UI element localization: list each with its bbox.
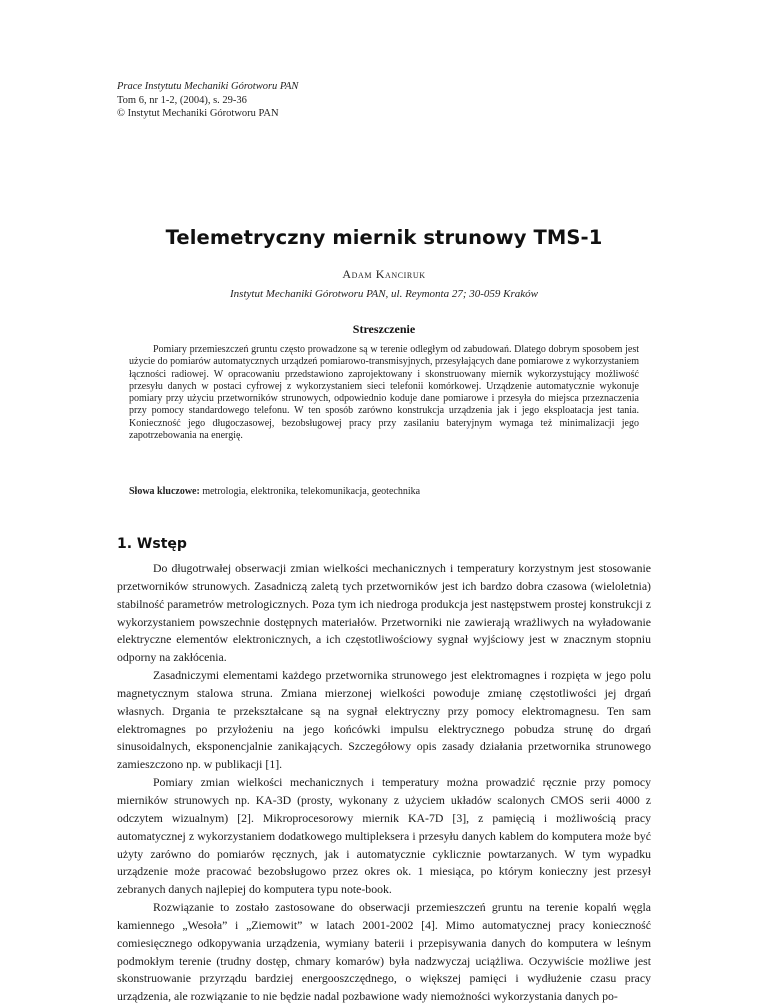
- paragraph: Rozwiązanie to zostało zastosowane do obserwacji przemieszczeń gruntu na terenie kopalń węgla kamiennego „Wesoła” i „Ziemowit” w latach 2001-2002 [4]. Mimo automatycznej pracy konieczność comiesięcznego odkopywania urządzenia, wymiany baterii i przepisywania danych do komputera w leśnym podmokłym terenie (trudny dostęp, chmary komarów) była nadzwyczaj uciążliwa. Oczywiście możliwe jest skonstruowanie przyrządu bardziej energooszczędnego, o większej pamięci i wydłużenie czasu pracy urządzenia, ale rozwiązanie to nie będzie nadal pozbawione wady niemożności wykorzystania danych po-: [117, 900, 651, 1004]
- section-body: [117, 560, 651, 1006]
- author-affiliation: Instytut Mechaniki Górotworu PAN, ul. Reymonta 27; 30-059 Kraków: [230, 288, 538, 300]
- copyright-line: © Instytut Mechaniki Górotworu PAN: [117, 108, 279, 119]
- paragraph: Pomiary zmian wielkości mechanicznych i temperatury można prowadzić ręcznie przy pomocy mierników strunowych np. KA-3D (prosty, wykonany z użyciem układów scalonych CMOS serii 4000 z odczytem wizualnym) [2]. Mikroprocesorowy miernik KA-7D [3], z pamięcią i możliwością pracy automatycznej z wykorzystaniem dodatkowego multipleksera i przesyłu danych kablem do komputera może być użyty zarówno do pomiarów ręcznych, jak i automatycznie cyklicznie powtarzanych. W tym wypadku urządzenie może pracować bezobsługowo przez okres ok. 1 miesiąca, po którym konieczny jest przesył zebranych danych najlepiej do komputera typu note-book.: [117, 775, 651, 897]
- paragraph: Zasadniczymi elementami każdego przetwornika strunowego jest elektromagnes i rozpięta w jego polu magnetycznym stalowa struna. Zmiana mierzonej wielkości powoduje zmianę częstotliwości jej drgań własnych. Drgania te przekształcane są na sygnał elektryczny przy pomocy elektromagnesu. Ten sam elektromagnes po przyłożeniu na jego końcówki impulsu elektrycznego pobudza strunę do drgań sinusoidalnych, eksponencjalnie zanikających. Szczegółowy opis zasady działania przetwornika strunowego zamieszczono np. w publikacji [1].: [117, 668, 651, 772]
- keywords: [129, 486, 420, 497]
- abstract-heading: Streszczenie: [352, 322, 416, 336]
- keywords-label: Słowa kluczowe:: [129, 486, 200, 497]
- keywords-text: metrologia, elektronika, telekomunikacja, geotechnika: [199, 486, 421, 497]
- journal-name: Prace Instytutu Mechaniki Górotworu PAN: [117, 81, 299, 92]
- journal-volume: Tom 6, nr 1-2, (2004), s. 29-36: [117, 94, 247, 106]
- abstract-text: Pomiary przemieszczeń gruntu często prowadzone są w terenie odległym od zabudowań. Dlatego dobrym sposobem jest użycie do pomiarów automatycznych urządzeń pomiarowo-transmisyjnych, przesyłających dane pomiarowe z wykorzystaniem łączności radiowej. W opracowaniu przedstawiono zaprojektowany i skonstruowany miernik wykorzystujący możliwość przesyłu danych w postaci cyfrowej z wykorzystaniem sieci telefonii komórkowej. Urządzenie automatycznie wykonuje pomiary przy użyciu przetworników strunowych, odpowiednio koduje dane pomiarowe i przesyła do miejsca przeznaczenia przy pomocy standardowego telefonu. W ten sposób zarówno konstrukcja urządzenia jak i jego eksploatacja jest tania. Konieczność jego długoczasowej, bezobsługowej pracy przy zasilaniu bateryjnym wymaga też minimalizacji jego zapotrzebowania na energię.: [129, 344, 639, 442]
- paragraph: Do długotrwałej obserwacji zmian wielkości mechanicznych i temperatury korzystnym jest stosowanie przetworników strunowych. Zasadniczą zaletą tych przetworników jest ich bardzo dobra czasowa (wieloletnia) stabilność parametrów metrologicznych. Poza tym ich niedroga produkcja jest następstwem prostej konstrukcji z wykorzystaniem powszechnie dostępnych materiałów. Przetworniki nie zawierają wrażliwych na wyładowanie elektryczne elementów elektronicznych, a ich częstotliwościowy sygnał wyjściowy jest w znacznym stopniu odporny na zakłócenia.: [117, 561, 651, 665]
- author-name: Adam Kanciruk: [342, 267, 426, 281]
- paper-title: Telemetryczny miernik strunowy TMS-1: [165, 226, 603, 249]
- journal-header: [117, 80, 298, 121]
- section-heading: 1. Wstęp: [117, 536, 187, 552]
